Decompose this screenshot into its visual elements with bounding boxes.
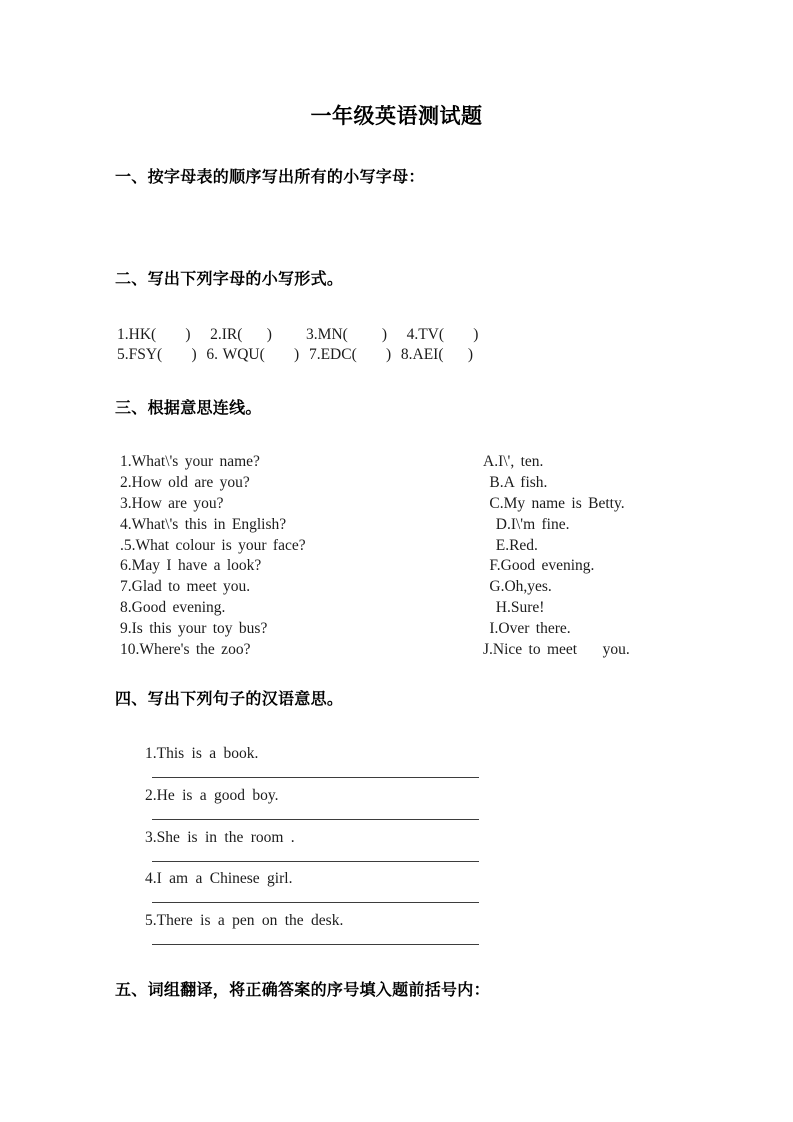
- match-question: 9.Is this your toy bus?: [120, 620, 268, 638]
- match-question: 8.Good evening.: [120, 599, 226, 617]
- match-answer: I.Over there.: [483, 620, 571, 638]
- match-answer: H.Sure!: [483, 599, 545, 617]
- match-question: 10.Where's the zoo?: [120, 641, 251, 659]
- match-row: [120, 640, 720, 661]
- match-question: 3.How are you?: [120, 494, 224, 512]
- section-1-heading: 一、按字母表的顺序写出所有的小写字母：: [115, 169, 425, 186]
- answer-line: [152, 944, 479, 945]
- match-answer: F.Good evening.: [483, 557, 595, 575]
- answer-line: [152, 777, 479, 778]
- match-answer: G.Oh,yes.: [483, 578, 552, 596]
- translation-sentence: 2.He is a good boy.: [145, 786, 279, 804]
- match-row: [120, 536, 720, 557]
- section-2-heading: 二、写出下列字母的小写形式。: [115, 271, 344, 288]
- translation-exercise: [145, 744, 505, 953]
- match-row: [120, 577, 720, 598]
- translation-item: [145, 828, 505, 870]
- match-row: [120, 452, 720, 473]
- match-row: [120, 619, 720, 640]
- translation-sentence: 5.There is a pen on the desk.: [145, 912, 344, 930]
- match-row: [120, 598, 720, 619]
- match-answer: E.Red.: [483, 536, 538, 554]
- translation-sentence: 1.This is a book.: [145, 745, 259, 762]
- match-answer: J.Nice to meet you.: [483, 641, 630, 659]
- section-3-heading: 三、根据意思连线。: [115, 400, 262, 417]
- letters-exercise-line-1: 1.HK( ) 2.IR( ) 3.MN( ) 4.TV( ): [117, 326, 479, 343]
- matching-exercise: [120, 452, 720, 661]
- match-answer: C.My name is Betty.: [483, 494, 625, 512]
- section-5-heading: 五、词组翻译，将正确答案的序号填入题前括号内：: [115, 982, 490, 999]
- answer-line: [152, 861, 479, 862]
- translation-sentence: 4.I am a Chinese girl.: [145, 870, 293, 888]
- translation-item: [145, 869, 505, 911]
- match-question: 7.Glad to meet you.: [120, 578, 251, 596]
- letters-exercise-line-2: 5.FSY( ) 6. WQU( ) 7.EDC( ) 8.AEI( ): [117, 346, 474, 363]
- match-answer: A.I\', ten.: [483, 453, 544, 470]
- translation-item: [145, 744, 505, 786]
- match-question: 1.What\'s your name?: [120, 453, 260, 470]
- match-row: [120, 473, 720, 494]
- answer-line: [152, 902, 479, 903]
- translation-item: [145, 911, 505, 953]
- match-row: [120, 515, 720, 536]
- translation-item: [145, 786, 505, 828]
- answer-line: [152, 819, 479, 820]
- match-question: 4.What\'s this in English?: [120, 515, 287, 533]
- page-title: 一年级英语测试题: [310, 105, 483, 128]
- match-question: 2.How old are you?: [120, 473, 250, 491]
- match-answer: B.A fish.: [483, 473, 548, 491]
- translation-sentence: 3.She is in the room .: [145, 828, 295, 846]
- match-answer: D.I\'m fine.: [483, 515, 570, 533]
- match-question: 6.May I have a look?: [120, 557, 262, 575]
- match-question: .5.What colour is your face?: [120, 536, 306, 554]
- section-4-heading: 四、写出下列句子的汉语意思。: [115, 691, 344, 708]
- match-row: [120, 494, 720, 515]
- match-row: [120, 556, 720, 577]
